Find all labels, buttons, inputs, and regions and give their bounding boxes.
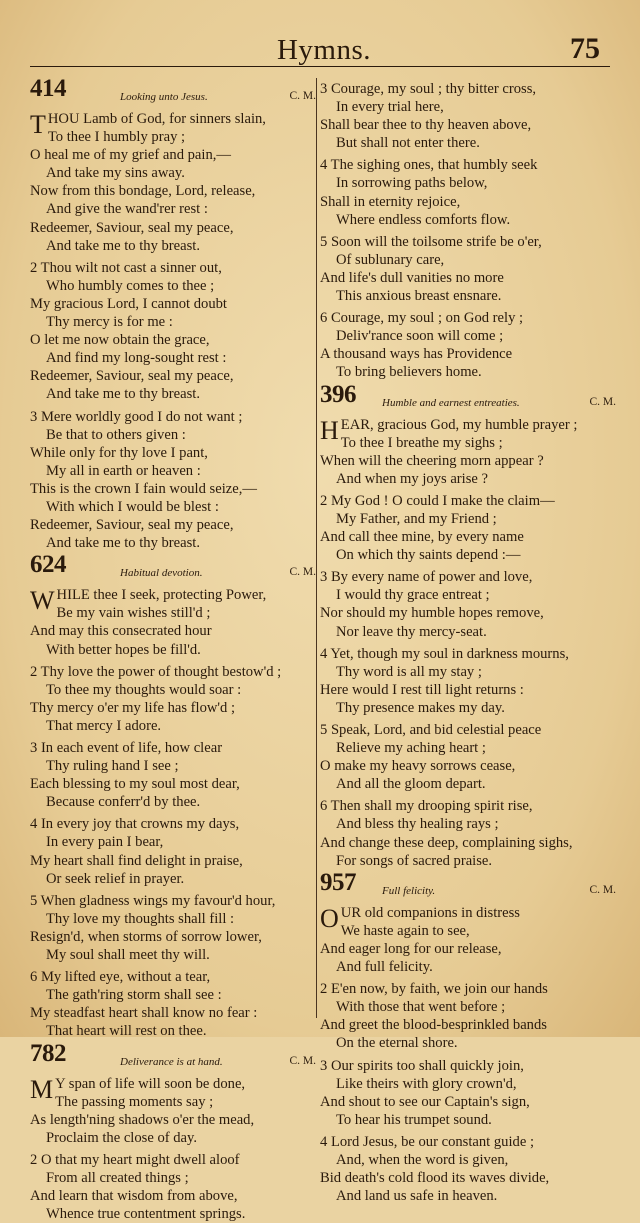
verse-line: Thy mercy o'er my life has flow'd ; (30, 699, 320, 717)
verse-line: And land us safe in heaven. (320, 1187, 620, 1205)
hymn-block (320, 388, 620, 870)
verse-line: 4 Lord Jesus, be our constant guide ; (320, 1133, 620, 1151)
verse-line: 3 Courage, my soul ; thy bitter cross, (320, 80, 620, 98)
verse-line: Shall in eternity rejoice, (320, 193, 620, 211)
hymn-meter: C. M. (289, 563, 316, 581)
verse-line: My gracious Lord, I cannot doubt (30, 295, 320, 313)
verse-line: Bid death's cold flood its waves divide, (320, 1169, 620, 1187)
hymn-theme: Full felicity. (382, 882, 435, 900)
verse-line: To hear his trumpet sound. (320, 1111, 620, 1129)
verse-line: To thee my thoughts would soar : (30, 681, 320, 699)
verse-line: We haste again to see, (320, 922, 620, 940)
verse-line: And change these deep, complaining sighs, (320, 834, 620, 852)
first-stanza (30, 110, 320, 255)
hymn-theme: Looking unto Jesus. (120, 88, 208, 106)
verse-line: Redeemer, Saviour, seal my peace, (30, 219, 320, 237)
verse-line: Be that to others given : (30, 426, 320, 444)
verse-line: With which I would be blest : (30, 498, 320, 516)
verse-line: With those that went before ; (320, 998, 620, 1016)
verse-line: A thousand ways has Providence (320, 345, 620, 363)
hymn-number: 396 (320, 386, 356, 404)
verse-line: Relieve my aching heart ; (320, 739, 620, 757)
verse-line: Thy mercy is for me : (30, 313, 320, 331)
verse-line: 4 Yet, though my soul in darkness mourns, (320, 645, 620, 663)
page-number: 75 (570, 32, 600, 66)
verse-line: Shall bear thee to thy heaven above, (320, 116, 620, 134)
verse-line: Thy ruling hand I see ; (30, 757, 320, 775)
hymn-block (30, 82, 320, 552)
verse-line: 6 Courage, my soul ; on God rely ; (320, 309, 620, 327)
verse-line: With better hopes be fill'd. (30, 641, 320, 659)
verse-line (320, 904, 620, 922)
verse-line: And take me to thy breast. (30, 385, 320, 403)
verse-line: The passing moments say ; (30, 1093, 320, 1111)
verse-line: And bless thy healing rays ; (320, 815, 620, 833)
stanza (320, 309, 620, 381)
verse-line: O let me now obtain the grace, (30, 331, 320, 349)
verse-line: 5 Soon will the toilsome strife be o'er, (320, 233, 620, 251)
stanza (320, 721, 620, 793)
hymn-meter: C. M. (289, 87, 316, 105)
verse-line: Who humbly comes to thee ; (30, 277, 320, 295)
verse-line: While only for thy love I pant, (30, 444, 320, 462)
first-stanza (30, 586, 320, 658)
stanza (320, 797, 620, 869)
drop-capital: M (30, 1075, 53, 1105)
verse-line: 3 Mere worldly good I do not want ; (30, 408, 320, 426)
verse-line: From all created things ; (30, 1169, 320, 1187)
stanza (320, 1057, 620, 1129)
first-line-text: HILE thee I seek, protecting Power, (57, 587, 267, 603)
verse-line: 2 O that my heart might dwell aloof (30, 1151, 320, 1169)
hymn-block (30, 558, 320, 1040)
verse-line: Where endless comforts flow. (320, 211, 620, 229)
verse-line: Nor leave thy mercy-seat. (320, 623, 620, 641)
first-line-text: EAR, gracious God, my humble prayer ; (341, 417, 578, 433)
stanza (320, 568, 620, 640)
verse-line: And call thee mine, by every name (320, 528, 620, 546)
verse-line: Thy presence makes my day. (320, 699, 620, 717)
verse-line: In every pain I bear, (30, 833, 320, 851)
drop-capital: T (30, 110, 46, 140)
verse-line: Resign'd, when storms of sorrow lower, (30, 928, 320, 946)
verse-line (320, 416, 620, 434)
stanza (30, 408, 320, 553)
hymn-heading (320, 388, 620, 412)
stanza (30, 739, 320, 811)
verse-line: Be my vain wishes still'd ; (30, 604, 320, 622)
stanza (320, 645, 620, 717)
hymn-number: 957 (320, 874, 356, 892)
verse-line: To bring believers home. (320, 363, 620, 381)
verse-line (30, 1075, 320, 1093)
drop-capital: H (320, 416, 339, 446)
verse-line: And when my joys arise ? (320, 470, 620, 488)
hymn-theme: Deliverance is at hand. (120, 1053, 223, 1071)
verse-line: I would thy grace entreat ; (320, 586, 620, 604)
stanza (320, 1133, 620, 1205)
verse-line: And give the wand'rer rest : (30, 200, 320, 218)
first-line-text: HOU Lamb of God, for sinners slain, (48, 111, 266, 127)
page-header (30, 28, 618, 68)
stanza (320, 233, 620, 305)
header-rule (30, 66, 610, 67)
verse-line: For songs of sacred praise. (320, 852, 620, 870)
verse-line: Or seek relief in prayer. (30, 870, 320, 888)
verse-line: Redeemer, Saviour, seal my peace, (30, 367, 320, 385)
hymn-number: 624 (30, 556, 66, 574)
verse-line: 5 Speak, Lord, and bid celestial peace (320, 721, 620, 739)
verse-line: And life's dull vanities no more (320, 269, 620, 287)
verse-line (30, 110, 320, 128)
verse-line: And take me to thy breast. (30, 534, 320, 552)
verse-line: Whence true contentment springs. (30, 1205, 320, 1223)
verse-line: My steadfast heart shall know no fear : (30, 1004, 320, 1022)
verse-line: But shall not enter there. (320, 134, 620, 152)
verse-line: To thee I breathe my sighs ; (320, 434, 620, 452)
hymn-meter: C. M. (289, 1052, 316, 1070)
verse-line: To thee I humbly pray ; (30, 128, 320, 146)
verse-line: Thy love my thoughts shall fill : (30, 910, 320, 928)
verse-line: And full felicity. (320, 958, 620, 976)
stanza (30, 663, 320, 735)
hymn-theme: Habitual devotion. (120, 564, 203, 582)
verse-line: When will the cheering morn appear ? (320, 452, 620, 470)
verse-line: Like theirs with glory crown'd, (320, 1075, 620, 1093)
verse-line: O heal me of my grief and pain,— (30, 146, 320, 164)
stanza (320, 156, 620, 228)
hymn-block (30, 1047, 320, 1223)
verse-line: Here would I rest till light returns : (320, 681, 620, 699)
verse-line: 3 Our spirits too shall quickly join, (320, 1057, 620, 1075)
verse-line: Proclaim the close of day. (30, 1129, 320, 1147)
verse-line: 6 My lifted eye, without a tear, (30, 968, 320, 986)
drop-capital: O (320, 904, 339, 934)
verse-line: And all the gloom depart. (320, 775, 620, 793)
verse-line: This is the crown I fain would seize,— (30, 480, 320, 498)
verse-line: My heart shall find delight in praise, (30, 852, 320, 870)
first-line-text: Y span of life will soon be done, (55, 1076, 245, 1092)
verse-line: As length'ning shadows o'er the mead, (30, 1111, 320, 1129)
verse-line: That heart will rest on thee. (30, 1022, 320, 1040)
hymn-block (320, 80, 620, 382)
verse-line: And shout to see our Captain's sign, (320, 1093, 620, 1111)
verse-line: The gath'ring storm shall see : (30, 986, 320, 1004)
hymn-heading (30, 558, 320, 582)
stanza (30, 968, 320, 1040)
verse-line: In sorrowing paths below, (320, 174, 620, 192)
first-stanza (30, 1075, 320, 1147)
page-title: Hymns. (30, 34, 618, 67)
hymn-meter: C. M. (589, 881, 616, 899)
first-stanza (320, 904, 620, 976)
hymn-heading (320, 876, 620, 900)
verse-line: Because conferr'd by thee. (30, 793, 320, 811)
verse-line: 5 When gladness wings my favour'd hour, (30, 892, 320, 910)
verse-line: And take me to thy breast. (30, 237, 320, 255)
verse-line: 3 By every name of power and love, (320, 568, 620, 586)
verse-line: My Father, and my Friend ; (320, 510, 620, 528)
stanza (320, 980, 620, 1052)
verse-line: And take my sins away. (30, 164, 320, 182)
stanza (320, 80, 620, 152)
drop-capital: W (30, 586, 55, 616)
verse-line: Redeemer, Saviour, seal my peace, (30, 516, 320, 534)
hymn-heading (30, 1047, 320, 1071)
verse-line: 2 E'en now, by faith, we join our hands (320, 980, 620, 998)
stanza (30, 1151, 320, 1223)
verse-line: Deliv'rance soon will come ; (320, 327, 620, 345)
hymn-theme: Humble and earnest entreaties. (382, 394, 520, 412)
stanza (30, 259, 320, 404)
verse-line: And, when the word is given, (320, 1151, 620, 1169)
verse-line: And greet the blood-besprinkled bands (320, 1016, 620, 1034)
verse-line: In every trial here, (320, 98, 620, 116)
right-column (320, 76, 620, 1205)
verse-line (30, 586, 320, 604)
verse-line: This anxious breast ensnare. (320, 287, 620, 305)
verse-line: 2 Thy love the power of thought bestow'd ; (30, 663, 320, 681)
hymn-heading (30, 82, 320, 106)
stanza (320, 492, 620, 564)
stanza (30, 815, 320, 887)
verse-line: Of sublunary care, (320, 251, 620, 269)
verse-line: And find my long-sought rest : (30, 349, 320, 367)
hymn-meter: C. M. (589, 393, 616, 411)
verse-line: On which thy saints depend :— (320, 546, 620, 564)
verse-line: And may this consecrated hour (30, 622, 320, 640)
hymn-number: 782 (30, 1045, 66, 1063)
verse-line: Thy word is all my stay ; (320, 663, 620, 681)
verse-line: 4 The sighing ones, that humbly seek (320, 156, 620, 174)
verse-line: Nor should my humble hopes remove, (320, 604, 620, 622)
verse-line: O make my heavy sorrows cease, (320, 757, 620, 775)
hymn-block (320, 876, 620, 1206)
verse-line: And eager long for our release, (320, 940, 620, 958)
verse-line: 6 Then shall my drooping spirit rise, (320, 797, 620, 815)
verse-line: On the eternal shore. (320, 1034, 620, 1052)
stanza (30, 892, 320, 964)
verse-line: That mercy I adore. (30, 717, 320, 735)
verse-line: And learn that wisdom from above, (30, 1187, 320, 1205)
left-column (30, 76, 320, 1223)
verse-line: 2 Thou wilt not cast a sinner out, (30, 259, 320, 277)
verse-line: 3 In each event of life, how clear (30, 739, 320, 757)
verse-line: Each blessing to my soul most dear, (30, 775, 320, 793)
first-stanza (320, 416, 620, 488)
verse-line: 4 In every joy that crowns my days, (30, 815, 320, 833)
hymn-number: 414 (30, 80, 66, 98)
first-line-text: UR old companions in distress (341, 905, 520, 921)
verse-line: My all in earth or heaven : (30, 462, 320, 480)
verse-line: Now from this bondage, Lord, release, (30, 182, 320, 200)
verse-line: My soul shall meet thy will. (30, 946, 320, 964)
verse-line: 2 My God ! O could I make the claim— (320, 492, 620, 510)
